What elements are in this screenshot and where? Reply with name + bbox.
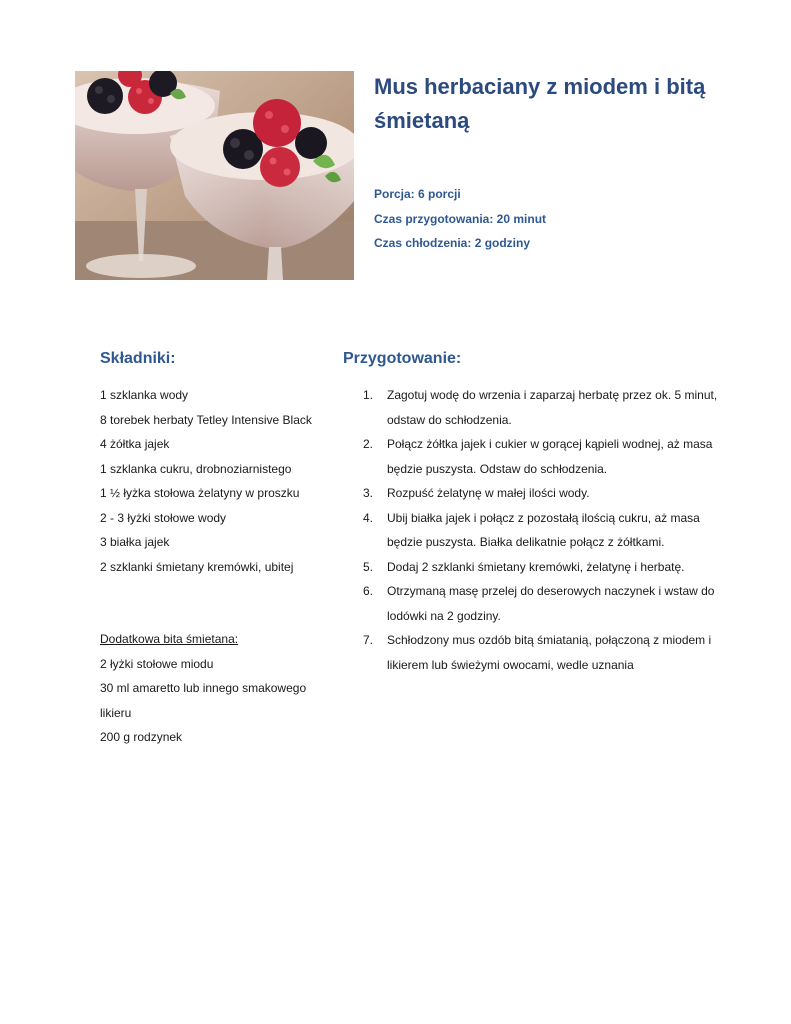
step-item [358,579,738,628]
meta-prep-time: Czas przygotowania: 20 minut [374,211,547,226]
step-number: 1. [363,388,374,402]
step-text: Dodaj 2 szklanki śmietany kremówki, żelatynę i herbatę. [387,559,685,574]
preparation-steps [358,383,738,677]
extra-list [100,652,335,750]
step-number: 2. [363,437,374,451]
step-number: 6. [363,584,374,598]
ingredient-item: 2 - 3 łyżki stołowe wody [100,510,227,525]
step-item [358,628,738,677]
meta-servings: Porcja: 6 porcji [374,187,461,201]
extra-item: 200 g rodzynek [100,730,183,744]
recipe-meta [374,182,754,256]
ingredient-item: 3 białka jajek [100,535,170,549]
ingredient-item: 1 ½ łyżka stołowa żelatyny w proszku [100,486,300,500]
step-item [358,555,738,580]
step-number: 4. [363,510,374,525]
ingredient-item: 1 szklanka cukru, drobnoziarnistego [100,461,292,476]
ingredient-item: 2 szklanki śmietany kremówki, ubitej [100,559,294,574]
step-text: Zagotuj wodę do wrzenia i zaparzaj herbatę przez ok. 5 minut, odstaw do schłodzenia. [387,388,718,427]
extra-item: 2 łyżki stołowe miodu [100,656,214,671]
step-number: 5. [363,559,374,574]
step-item [358,432,738,481]
recipe-title: Mus herbaciany z miodem i bitą śmietaną [374,74,706,133]
ingredients-list [100,383,335,579]
extra-item: 30 ml amaretto lub innego smakowego likieru [100,681,307,720]
step-text: Ubij białka jajek i połącz z pozostałą ilością cukru, aż masa będzie puszysta. Białka delikatnie połącz z żółtkami. [387,510,700,549]
extra-whipped-cream [100,627,335,750]
dessert-glasses-illustration [75,71,354,280]
dessert-photo [75,71,354,280]
step-text: Połącz żółtka jajek i cukier w gorącej kąpieli wodnej, aż masa będzie puszysta. Odstaw do schłodzenia. [387,437,713,476]
step-text: Otrzymaną masę przelej do deserowych naczynek i wstaw do lodówki na 2 godziny. [387,584,715,623]
ingredient-item: 1 szklanka wody [100,388,189,402]
ingredient-item: 8 torebek herbaty Tetley Intensive Black [100,412,312,427]
meta-chill-time: Czas chłodzenia: 2 godziny [374,236,531,250]
step-item [358,383,738,432]
step-number: 7. [363,633,374,647]
ingredients-heading: Składniki: [100,350,176,367]
preparation-heading: Przygotowanie: [343,350,462,367]
extra-heading: Dodatkowa bita śmietana: [100,632,239,646]
step-text: Rozpuść żelatynę w małej ilości wody. [387,486,590,500]
ingredient-item: 4 żółtka jajek [100,437,170,451]
step-item [358,481,738,506]
step-number: 3. [363,486,374,500]
step-text: Schłodzony mus ozdób bitą śmiatanią, połączoną z miodem i likierem lub świeżymi owocami, wedle uznania [387,633,712,672]
step-item [358,506,738,555]
